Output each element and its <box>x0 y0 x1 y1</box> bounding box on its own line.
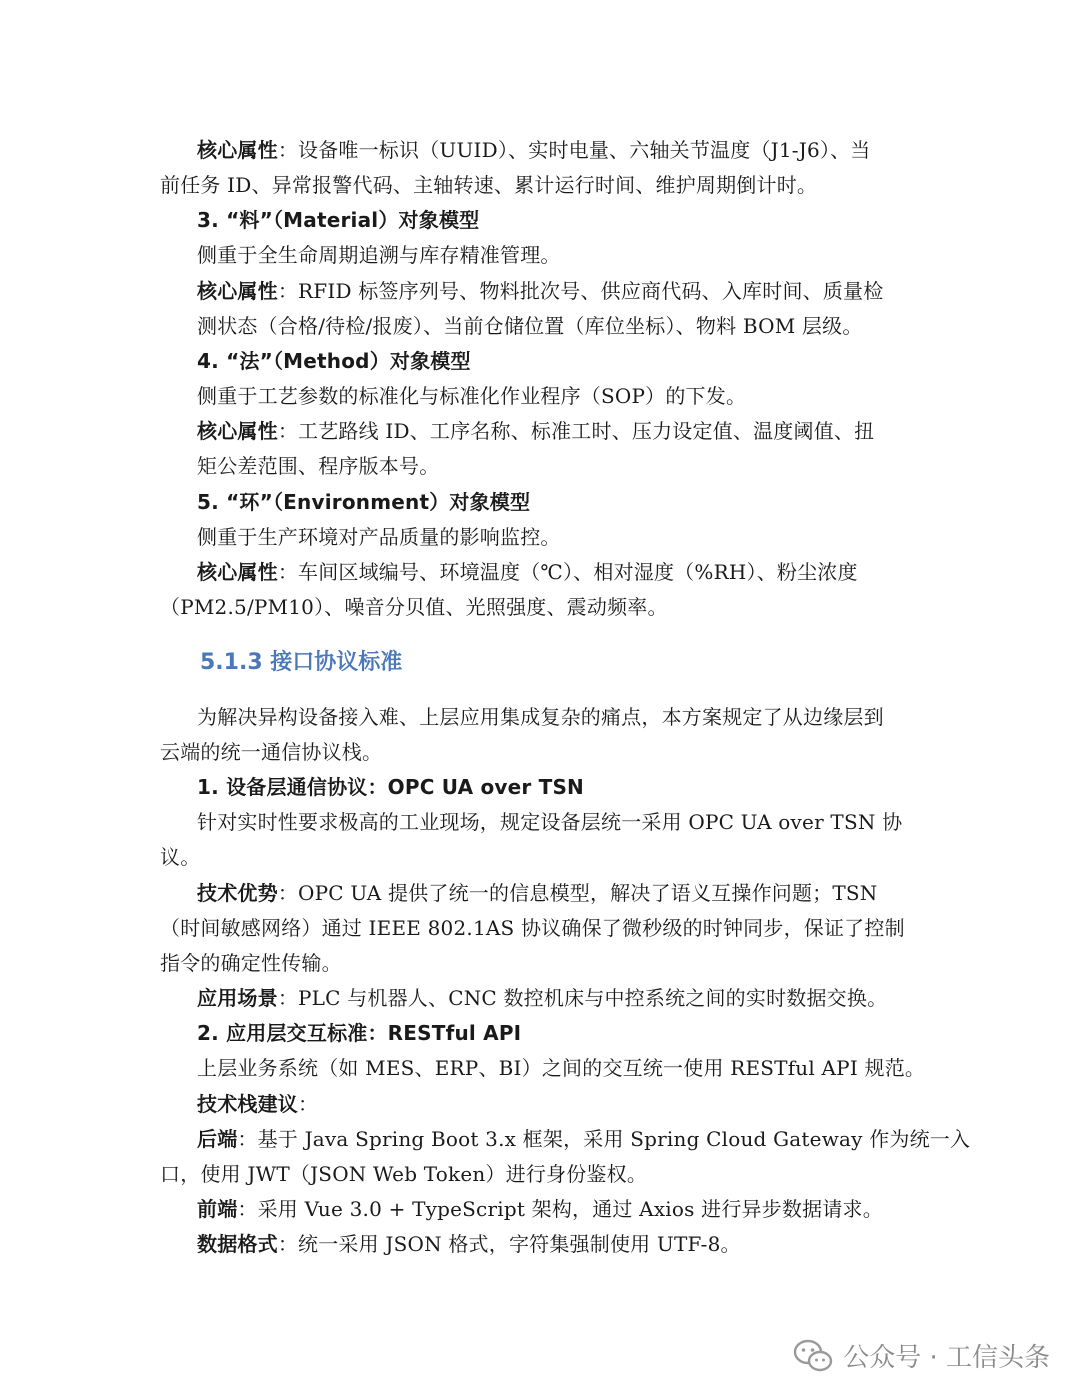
paragraph-line: 上层业务系统（如 MES、ERP、BI）之间的交互统一使用 RESTful API 规范。 <box>197 1056 926 1080</box>
line-text: ：OPC UA 提供了统一的信息模型，解决了语义互操作问题；TSN <box>277 881 878 905</box>
watermark <box>793 1337 1050 1374</box>
paragraph-line <box>197 1090 318 1118</box>
line-text: ：工艺路线 ID、工序名称、标准工时、压力设定值、温度阈值、扭 <box>277 419 875 443</box>
bold-label: 核心属性 <box>197 279 278 303</box>
section-title: 5.1.3 接口协议标准 <box>200 650 403 675</box>
paragraph-line: 口，使用 JWT（JSON Web Token）进行身份鉴权。 <box>160 1162 648 1186</box>
paragraph-line: （时间敏感网络）通过 IEEE 802.1AS 协议确保了微秒级的时钟同步，保证了控制 <box>160 916 905 940</box>
paragraph-line: 测状态（合格/待检/报废）、当前仓储位置（库位坐标）、物料 BOM 层级。 <box>197 314 863 338</box>
bold-label: 技术优势 <box>197 881 278 905</box>
bold-label: 技术栈建议 <box>197 1092 298 1116</box>
bold-label: 前端 <box>197 1197 238 1221</box>
paragraph-line <box>197 417 874 445</box>
line-text: ：采用 Vue 3.0 + TypeScript 架构，通过 Axios 进行异步数据请求。 <box>237 1197 883 1221</box>
paragraph-line: 矩公差范围、程序版本号。 <box>197 454 440 478</box>
line-text: ：PLC 与机器人、CNC 数控机床与中控系统之间的实时数据交换。 <box>277 986 888 1010</box>
paragraph-line <box>197 984 887 1012</box>
paragraph-line: 侧重于工艺参数的标准化与标准化作业程序（SOP）的下发。 <box>197 384 747 408</box>
list-heading: 4. “法”（Method）对象模型 <box>197 349 471 373</box>
list-heading: 1. 设备层通信协议：OPC UA over TSN <box>197 775 584 799</box>
line-text: ：RFID 标签序列号、物料批次号、供应商代码、入库时间、质量检 <box>277 279 884 303</box>
paragraph-line: 为解决异构设备接入难、上层应用集成复杂的痛点，本方案规定了从边缘层到 <box>197 705 884 729</box>
line-text: ：统一采用 JSON 格式，字符集强制使用 UTF-8。 <box>277 1232 741 1256</box>
paragraph-line <box>197 277 883 305</box>
line-text: ：基于 Java Spring Boot 3.x 框架，采用 Spring Cloud Gateway 作为统一入 <box>237 1127 971 1151</box>
paragraph-line: 针对实时性要求极高的工业现场，规定设备层统一采用 OPC UA over TSN 协 <box>197 810 903 834</box>
wechat-icon <box>793 1339 833 1373</box>
paragraph-line <box>197 1230 741 1258</box>
paragraph-line <box>197 879 878 907</box>
bold-label: 核心属性 <box>197 419 278 443</box>
paragraph-line: 云端的统一通信协议栈。 <box>160 740 383 764</box>
line-text: ：车间区域编号、环境温度（℃）、相对湿度（%RH）、粉尘浓度 <box>277 560 858 584</box>
paragraph-line <box>197 558 858 586</box>
bold-label: 数据格式 <box>197 1232 278 1256</box>
bold-label: 核心属性 <box>197 138 278 162</box>
list-heading: 3. “料”（Material）对象模型 <box>197 208 480 232</box>
paragraph-line: 侧重于全生命周期追溯与库存精准管理。 <box>197 243 561 267</box>
paragraph-line <box>197 1125 970 1153</box>
paragraph-line <box>197 136 871 164</box>
paragraph-line: 侧重于生产环境对产品质量的影响监控。 <box>197 525 561 549</box>
bold-label: 后端 <box>197 1127 238 1151</box>
paragraph-line: （PM2.5/PM10）、噪音分贝值、光照强度、震动频率。 <box>160 595 668 619</box>
bold-label: 核心属性 <box>197 560 278 584</box>
paragraph-line: 指令的确定性传输。 <box>160 951 342 975</box>
list-heading: 5. “环”（Environment）对象模型 <box>197 490 531 514</box>
list-heading: 2. 应用层交互标准：RESTful API <box>197 1021 522 1045</box>
bold-label: 应用场景 <box>197 986 278 1010</box>
watermark-text: 公众号 · 工信头条 <box>843 1343 1050 1373</box>
paragraph-line: 议。 <box>160 845 201 869</box>
paragraph-line: 前任务 ID、异常报警代码、主轴转速、累计运行时间、维护周期倒计时。 <box>160 173 818 197</box>
line-text: ： <box>298 1092 319 1116</box>
line-text: ：设备唯一标识（UUID）、实时电量、六轴关节温度（J1-J6）、当 <box>277 138 871 162</box>
paragraph-line <box>197 1195 883 1223</box>
